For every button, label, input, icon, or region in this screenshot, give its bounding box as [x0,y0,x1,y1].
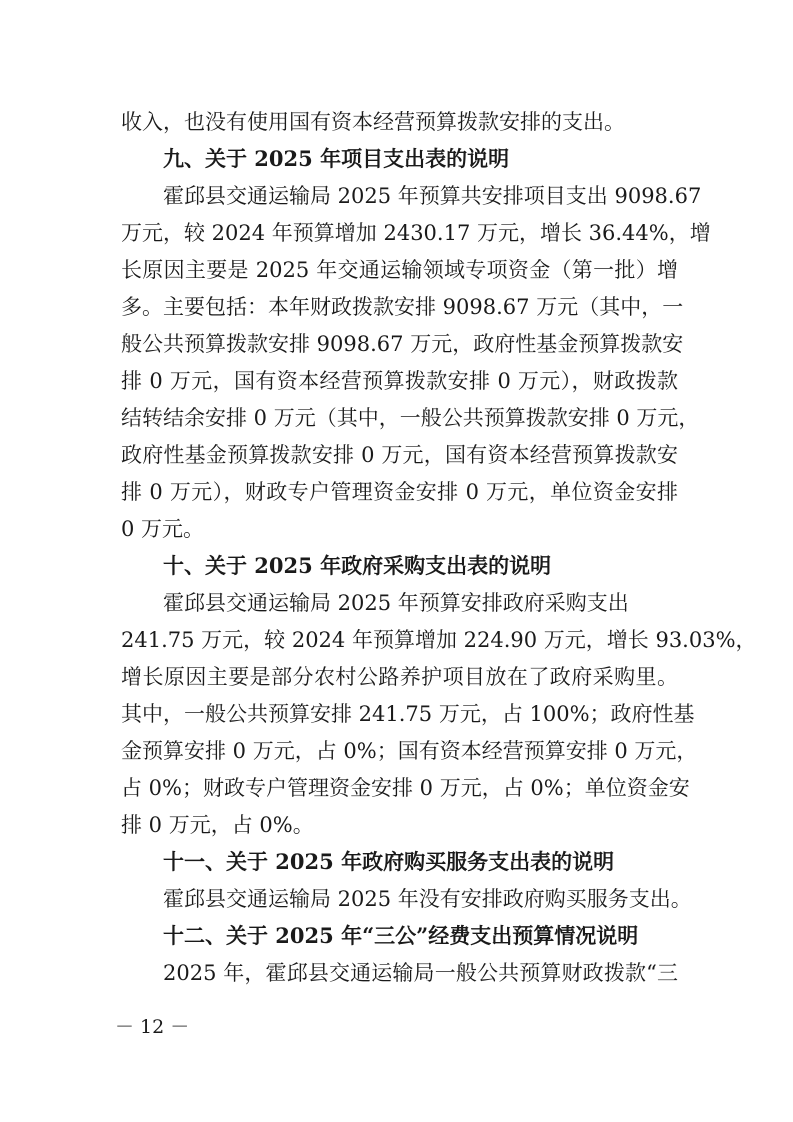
body-text-line: 排 0 万元，国有资本经营预算拨款安排 0 万元），财政拨款 [121,369,678,393]
body-text-line: 占 0%；财政专户管理资金安排 0 万元，占 0%；单位资金安 [121,776,690,800]
body-text-line: 其中，一般公共预算安排 241.75 万元，占 100%；政府性基 [121,702,695,726]
page-number: － 12 － [115,1016,190,1038]
body-text-line: 般公共预算拨款安排 9098.67 万元，政府性基金预算拨款安 [121,332,684,356]
body-text-line: 万元，较 2024 年预算增加 2430.17 万元，增长 36.44%，增 [121,221,711,245]
body-text-line: 241.75 万元，较 2024 年预算增加 224.90 万元，增长 93.03%， [121,628,757,652]
body-text-line: 多。主要包括：本年财政拨款安排 9098.67 万元（其中，一 [121,295,684,319]
body-text-line: 霍邱县交通运输局 2025 年预算安排政府采购支出 [163,591,629,615]
body-text-line: 长原因主要是 2025 年交通运输领域专项资金（第一批）增 [121,258,678,282]
section-heading-12: 十二、关于 2025 年“三公”经费支出预算情况说明 [163,923,639,948]
body-text-line: 金预算安排 0 万元，占 0%；国有资本经营预算安排 0 万元， [121,739,698,763]
section-heading-10: 十、关于 2025 年政府采购支出表的说明 [163,553,552,578]
body-text-line: 霍邱县交通运输局 2025 年没有安排政府购买服务支出。 [163,887,692,911]
body-text-line: 排 0 万元，占 0%。 [121,813,314,837]
body-text-line: 排 0 万元），财政专户管理资金安排 0 万元，单位资金安排 [121,480,678,504]
body-text-line: 2025 年，霍邱县交通运输局一般公共预算财政拨款“三 [163,961,678,985]
body-text-line: 政府性基金预算拨款安排 0 万元，国有资本经营预算拨款安 [121,443,678,467]
body-text-line: 0 万元。 [121,517,205,541]
body-text-line: 霍邱县交通运输局 2025 年预算共安排项目支出 9098.67 [163,184,702,208]
body-text-line: 增长原因主要是部分农村公路养护项目放在了政府采购里。 [121,665,678,689]
body-text-line: 结转结余安排 0 万元（其中，一般公共预算拨款安排 0 万元， [121,406,700,430]
body-text-line: 收入，也没有使用国有资本经营预算拨款安排的支出。 [121,110,625,134]
section-heading-9: 九、关于 2025 年项目支出表的说明 [163,146,510,171]
section-heading-11: 十一、关于 2025 年政府购买服务支出表的说明 [163,849,615,874]
